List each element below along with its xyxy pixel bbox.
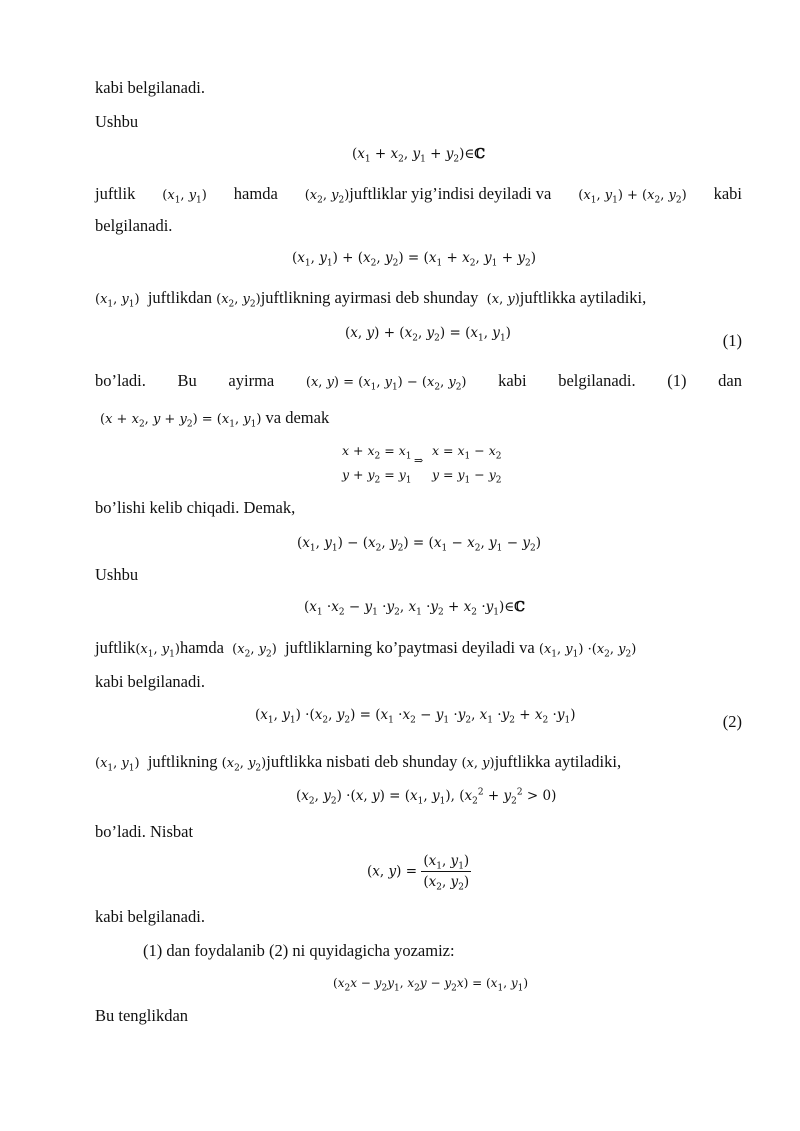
formula-difference: (x, $y) = (x_1$, $y_1) - (x_2$, $y_2$)	[305, 375, 467, 393]
text-line: Bu tenglikdan	[95, 1006, 189, 1025]
formula-sum-definition: ($x_1$, $y_1) + (x_2$, $y_2) = (x_1 + x_2$, $y_1 + y_2$)	[292, 250, 536, 269]
text-line: Ushbu	[95, 565, 139, 584]
formula-equation-2: ($x_1$, $y_1) \cdot(x_2$, $y_2) = (x_1 \cdot x_2 - y_1 \cdot y_2$, $x_1 \cdot y_2 + x_2 \cdot y_1$)	[255, 707, 576, 726]
formula-pair-2: ($x_2$, $y_2$)	[221, 756, 267, 774]
text-line: (1) dan foydalanib (2) ni quyidagicha yozamiz:	[143, 941, 455, 960]
equation-number: (2)	[722, 712, 742, 731]
formula-product-pair: ($x_1 \cdot x_2 - y_1 \cdot y_2$, $x_1 \cdot y_2 + x_2$ $\cdot y_1)\in ℂ$	[304, 599, 526, 618]
formula-fraction: (x, y) = $\frac{(x_1, y_1)}{(x_2, y_2)}$	[367, 853, 470, 893]
formula-pair-1: ($x_1$, $y_1$)	[162, 188, 207, 206]
formula-system-left-1: $x + x_2 = x_1$	[342, 443, 412, 462]
formula-pair-xy: (x, y)	[486, 292, 520, 307]
formula-pair-sum: ($x_1$, $y_1) + (x_2$, $y_2$)	[578, 188, 687, 206]
text-line: bo’ladi. Nisbat	[95, 822, 194, 841]
formula-pair-product: ($x_1$, $y_1) \cdot(x_2$, $y_2$)	[538, 642, 637, 660]
formula-system-right-1: $x = x_1 - x_2$	[432, 443, 502, 462]
text-line: ($x_1$, $y_1$) juftlikdan ($x_2$, $y_2)juftlikning$ ayirmasi deb shunday (x, y)juftlikka aytiladiki,	[95, 288, 647, 310]
text-line: $juftlik(x_1$, $y_1)hamda$ ($x_2$, $y_2$) juftliklarning ko’paytmasi deyiladi va ($x_1$, $y_1) \cdot(x_2$, $y_2$)	[95, 638, 637, 660]
text-line: belgilanadi.	[95, 216, 173, 235]
equation-number: (1)	[722, 331, 742, 350]
text-line: kabi belgilanadi.	[95, 907, 205, 926]
formula-pair-2: ($x_2$, $y_2$)	[304, 188, 350, 206]
text-line: bo’lishi kelib chiqadi. Demak,	[95, 498, 296, 517]
formula-pair-2: ($x_2$, $y_2$)	[232, 642, 277, 660]
text-line: kabi belgilanadi.	[95, 78, 205, 97]
formula-system-left-2: $y + y_2 = y_1$	[342, 467, 412, 486]
formula-pair-1: ($x_1$, $y_1$)	[135, 642, 180, 660]
text-line: Ushbu	[95, 112, 139, 131]
formula-sum-pair: ($x_1 + x_2$, $y_1$ + $y_2)\in ℂ$	[352, 146, 486, 165]
implies-arrow: ⇒	[414, 454, 424, 467]
text-line: bo’ladi. Bu ayirma (x, $y) = (x_1$, $y_1) - (x_2$, $y_2$) kabi belgilanadi. (1) dan	[95, 371, 742, 393]
text-line: juftlik ($x_1$, $y_1$) hamda ($x_2$, $y_2)juftliklar$ yig’indisi deyiladi va ($x_1$, $y_1) + (x_2$, $y_2$) kabi	[95, 184, 742, 206]
formula-equation-1: (x, $y) + (x_2$, $y_2) = (x_1$, $y_1$)	[345, 325, 511, 344]
formula-substitution: ($x + x_2$, $y + y_2) = (x_1$, $y_1$)	[100, 412, 262, 430]
text-line: ($x_1$, $y_1$) juftlikning ($x_2$, $y_2)juftlikka$ nisbati deb shunday (x, y)juftlikka aytiladiki,	[95, 752, 622, 774]
text-line: kabi belgilanadi.	[95, 672, 205, 691]
formula-final: ($x_2x - y_2y_1$, $x_2y - y_2x) = (x_1$, $y_1$)	[333, 976, 529, 994]
formula-pair-1: ($x_1$, $y_1$)	[95, 756, 140, 774]
text-line: ($x + x_2$, $y + y_2) = (x_1$, $y_1$) va demak	[100, 408, 330, 430]
formula-ratio-equation: ($x_2$, $y_2) \cdot(x$, $y) = (x_1$, $y_1$), $(x_2^2 + y_2^2 > 0)$	[296, 787, 557, 807]
formula-pair-xy: (x, y)	[461, 756, 495, 771]
formula-difference-result: ($x_1$, $y_1) - (x_2$, $y_2) = (x_1 - x_2$, $y_1 - y_2$)	[297, 535, 541, 554]
formula-pair-2: ($x_2$, $y_2$)	[216, 292, 261, 310]
formula-system-right-2: $y = y_1 - y_2$	[432, 467, 502, 486]
formula-pair-1: ($x_1$, $y_1$)	[95, 292, 140, 310]
